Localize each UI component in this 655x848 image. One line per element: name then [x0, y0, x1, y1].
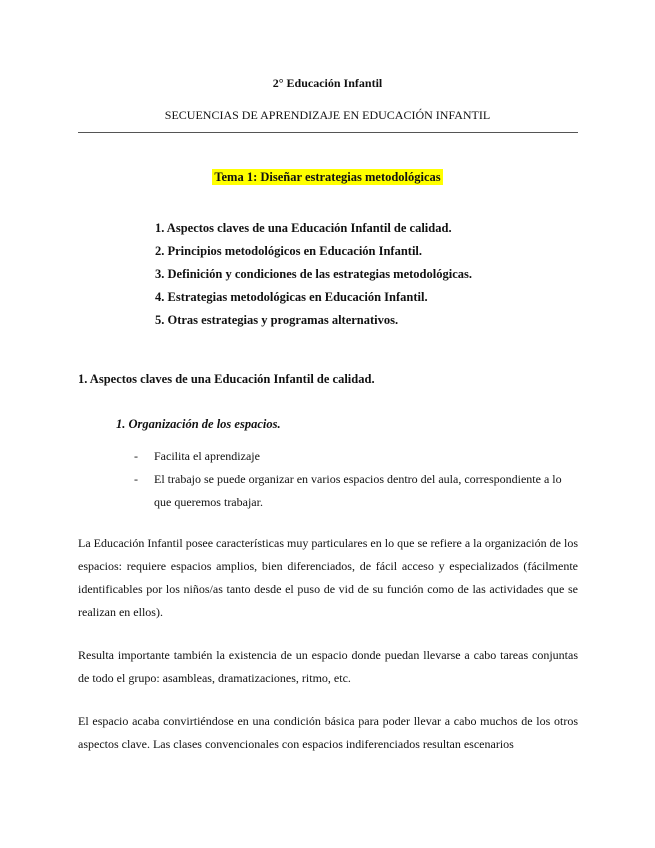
bullet-text: Facilita el aprendizaje [154, 449, 260, 463]
header-divider [78, 132, 578, 133]
bullet-text: El trabajo se puede organizar en varios espacios dentro del aula, correspondiente a lo que queremos trabajar. [154, 472, 562, 509]
section-heading: 1. Aspectos claves de una Educación Infantil de calidad. [78, 372, 375, 386]
dash-bullet-icon: - [134, 449, 138, 463]
document-title: SECUENCIAS DE APRENDIZAJE EN EDUCACIÓN INFANTIL [164, 108, 491, 122]
toc-item: 2. Principios metodológicos en Educación Infantil. [155, 244, 423, 258]
paragraph: Resulta importante también la existencia de un espacio donde puedan llevarse a cabo tareas conjuntas de todo el grupo: asambleas, dramatizaciones, ritmo, etc. [78, 648, 578, 685]
dash-bullet-icon: - [134, 472, 138, 486]
paragraph: La Educación Infantil posee características muy particulares en lo que se refiere a la organización de los espacios: requiere espacios amplios, bien diferenciados, de fácil acceso y especializados (fácilmente identificables por los niños/as tanto desde el puso de vid de su función como de las actividades que se realizan en ellos). [78, 536, 578, 619]
bullet-item [134, 445, 580, 468]
table-of-contents [155, 217, 472, 332]
bullet-item [134, 468, 580, 514]
toc-item: 5. Otras estrategias y programas alternativos. [155, 313, 399, 327]
bullet-list [134, 445, 580, 514]
topic-title [0, 170, 655, 185]
toc-item: 1. Aspectos claves de una Educación Infantil de calidad. [155, 221, 452, 235]
toc-item: 4. Estrategias metodológicas en Educación Infantil. [155, 290, 428, 304]
subsection-heading: 1. Organización de los espacios. [116, 417, 281, 431]
paragraph: El espacio acaba convirtiéndose en una condición básica para poder llevar a cabo muchos de los otros aspectos clave. Las clases convencionales con espacios indiferenciados resultan escenarios [78, 714, 578, 751]
toc-item: 3. Definición y condiciones de las estrategias metodológicas. [155, 267, 472, 281]
course-label: 2° Educación Infantil [272, 76, 383, 90]
topic-title-highlight: Tema 1: Diseñar estrategias metodológicas [214, 170, 441, 184]
